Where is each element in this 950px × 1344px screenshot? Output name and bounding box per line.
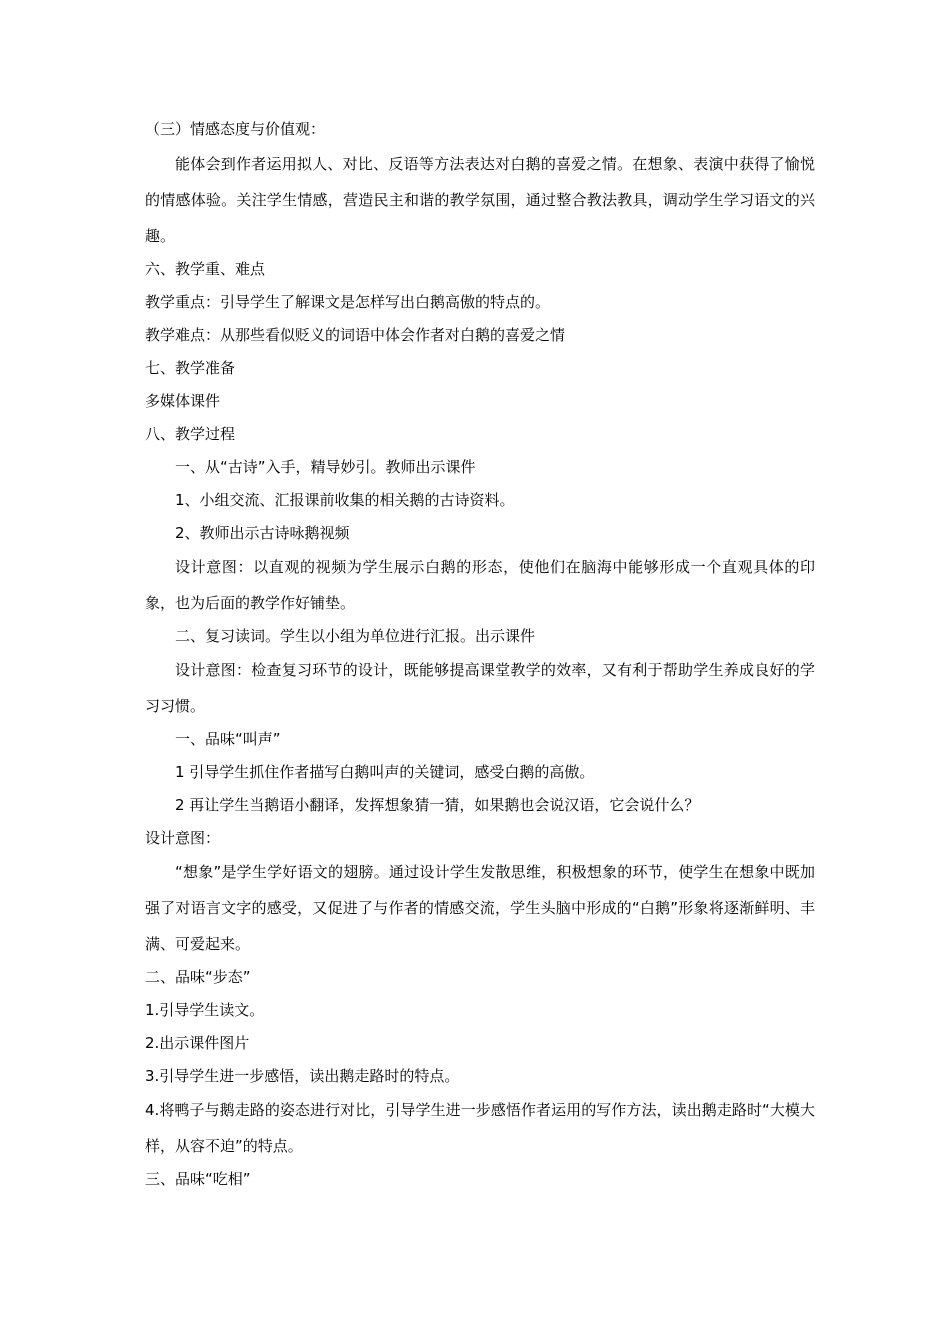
list-item-gait-4: 4.将鸭子与鹅走路的姿态进行对比，引导学生进一步感悟作者运用的写作方法，读出鹅走路时“大模大样，从容不迫”的特点。	[145, 1101, 815, 1155]
paragraph-design-intent-1: 设计意图：以直观的视频为学生展示白鹅的形态，使他们在脑海中能够形成一个直观具体的印象，也为后面的教学作好铺垫。	[145, 558, 815, 612]
list-item-sound-2: 2 再让学生当鹅语小翻译，发挥想象猜一猜，如果鹅也会说汉语，它会说什么？	[175, 796, 700, 814]
section-heading-3: （三）情感态度与价值观：	[145, 120, 326, 138]
paragraph-preparation: 多媒体课件	[145, 392, 221, 410]
section-heading-8: 八、教学过程	[145, 425, 236, 443]
paragraph-emotion-goals: 能体会到作者运用拟人、对比、反语等方法表达对白鹅的喜爱之情。在想象、表演中获得了愉悦的情感体验。关注学生情感，营造民主和谐的教学氛围，通过整合教法教具，调动学生学习语文的兴趣。	[145, 155, 815, 245]
list-item-sound-1: 1 引导学生抓住作者描写白鹅叫声的关键词，感受白鹅的高傲。	[175, 763, 595, 781]
section-heading-7: 七、教学准备	[145, 359, 236, 377]
paragraph-imagination: “想象”是学生学好语文的翅膀。通过设计学生发散思维，积极想象的环节，使学生在想象中既加强了对语言文字的感受，又促进了与作者的情感交流，学生头脑中形成的“白鹅”形象将逐渐鲜明、丰满、可爱起来。	[145, 863, 815, 953]
list-item-gait-2: 2.出示课件图片	[145, 1034, 250, 1052]
subheading-eating: 三、品味“吃相”	[145, 1170, 251, 1188]
subheading-sound: 一、品味“叫声”	[175, 730, 281, 748]
list-item-2: 2、教师出示古诗咏鹅视频	[175, 524, 350, 542]
paragraph-difficult-point: 教学难点：从那些看似贬义的词语中体会作者对白鹅的喜爱之情	[145, 326, 566, 344]
list-item-gait-1: 1.引导学生读文。	[145, 1001, 265, 1019]
paragraph-design-intent-2: 设计意图：检查复习环节的设计，既能够提高课堂教学的效率，又有利于帮助学生养成良好的学习习惯。	[145, 661, 815, 715]
list-item-gait-3: 3.引导学生进一步感悟，读出鹅走路时的特点。	[145, 1067, 460, 1085]
paragraph-key-point: 教学重点：引导学生了解课文是怎样写出白鹅高傲的特点的。	[145, 293, 551, 311]
paragraph-step-2: 二、复习读词。学生以小组为单位进行汇报。出示课件	[175, 627, 536, 645]
list-item-1: 1、小组交流、汇报课前收集的相关鹅的古诗资料。	[175, 491, 515, 509]
subheading-gait: 二、品味“步态”	[145, 968, 251, 986]
section-heading-6: 六、教学重、难点	[145, 260, 266, 278]
document-body	[145, 118, 815, 1191]
paragraph-step-1: 一、从“古诗”入手，精导妙引。教师出示课件	[175, 458, 476, 476]
paragraph-design-intent-label: 设计意图：	[145, 829, 221, 847]
